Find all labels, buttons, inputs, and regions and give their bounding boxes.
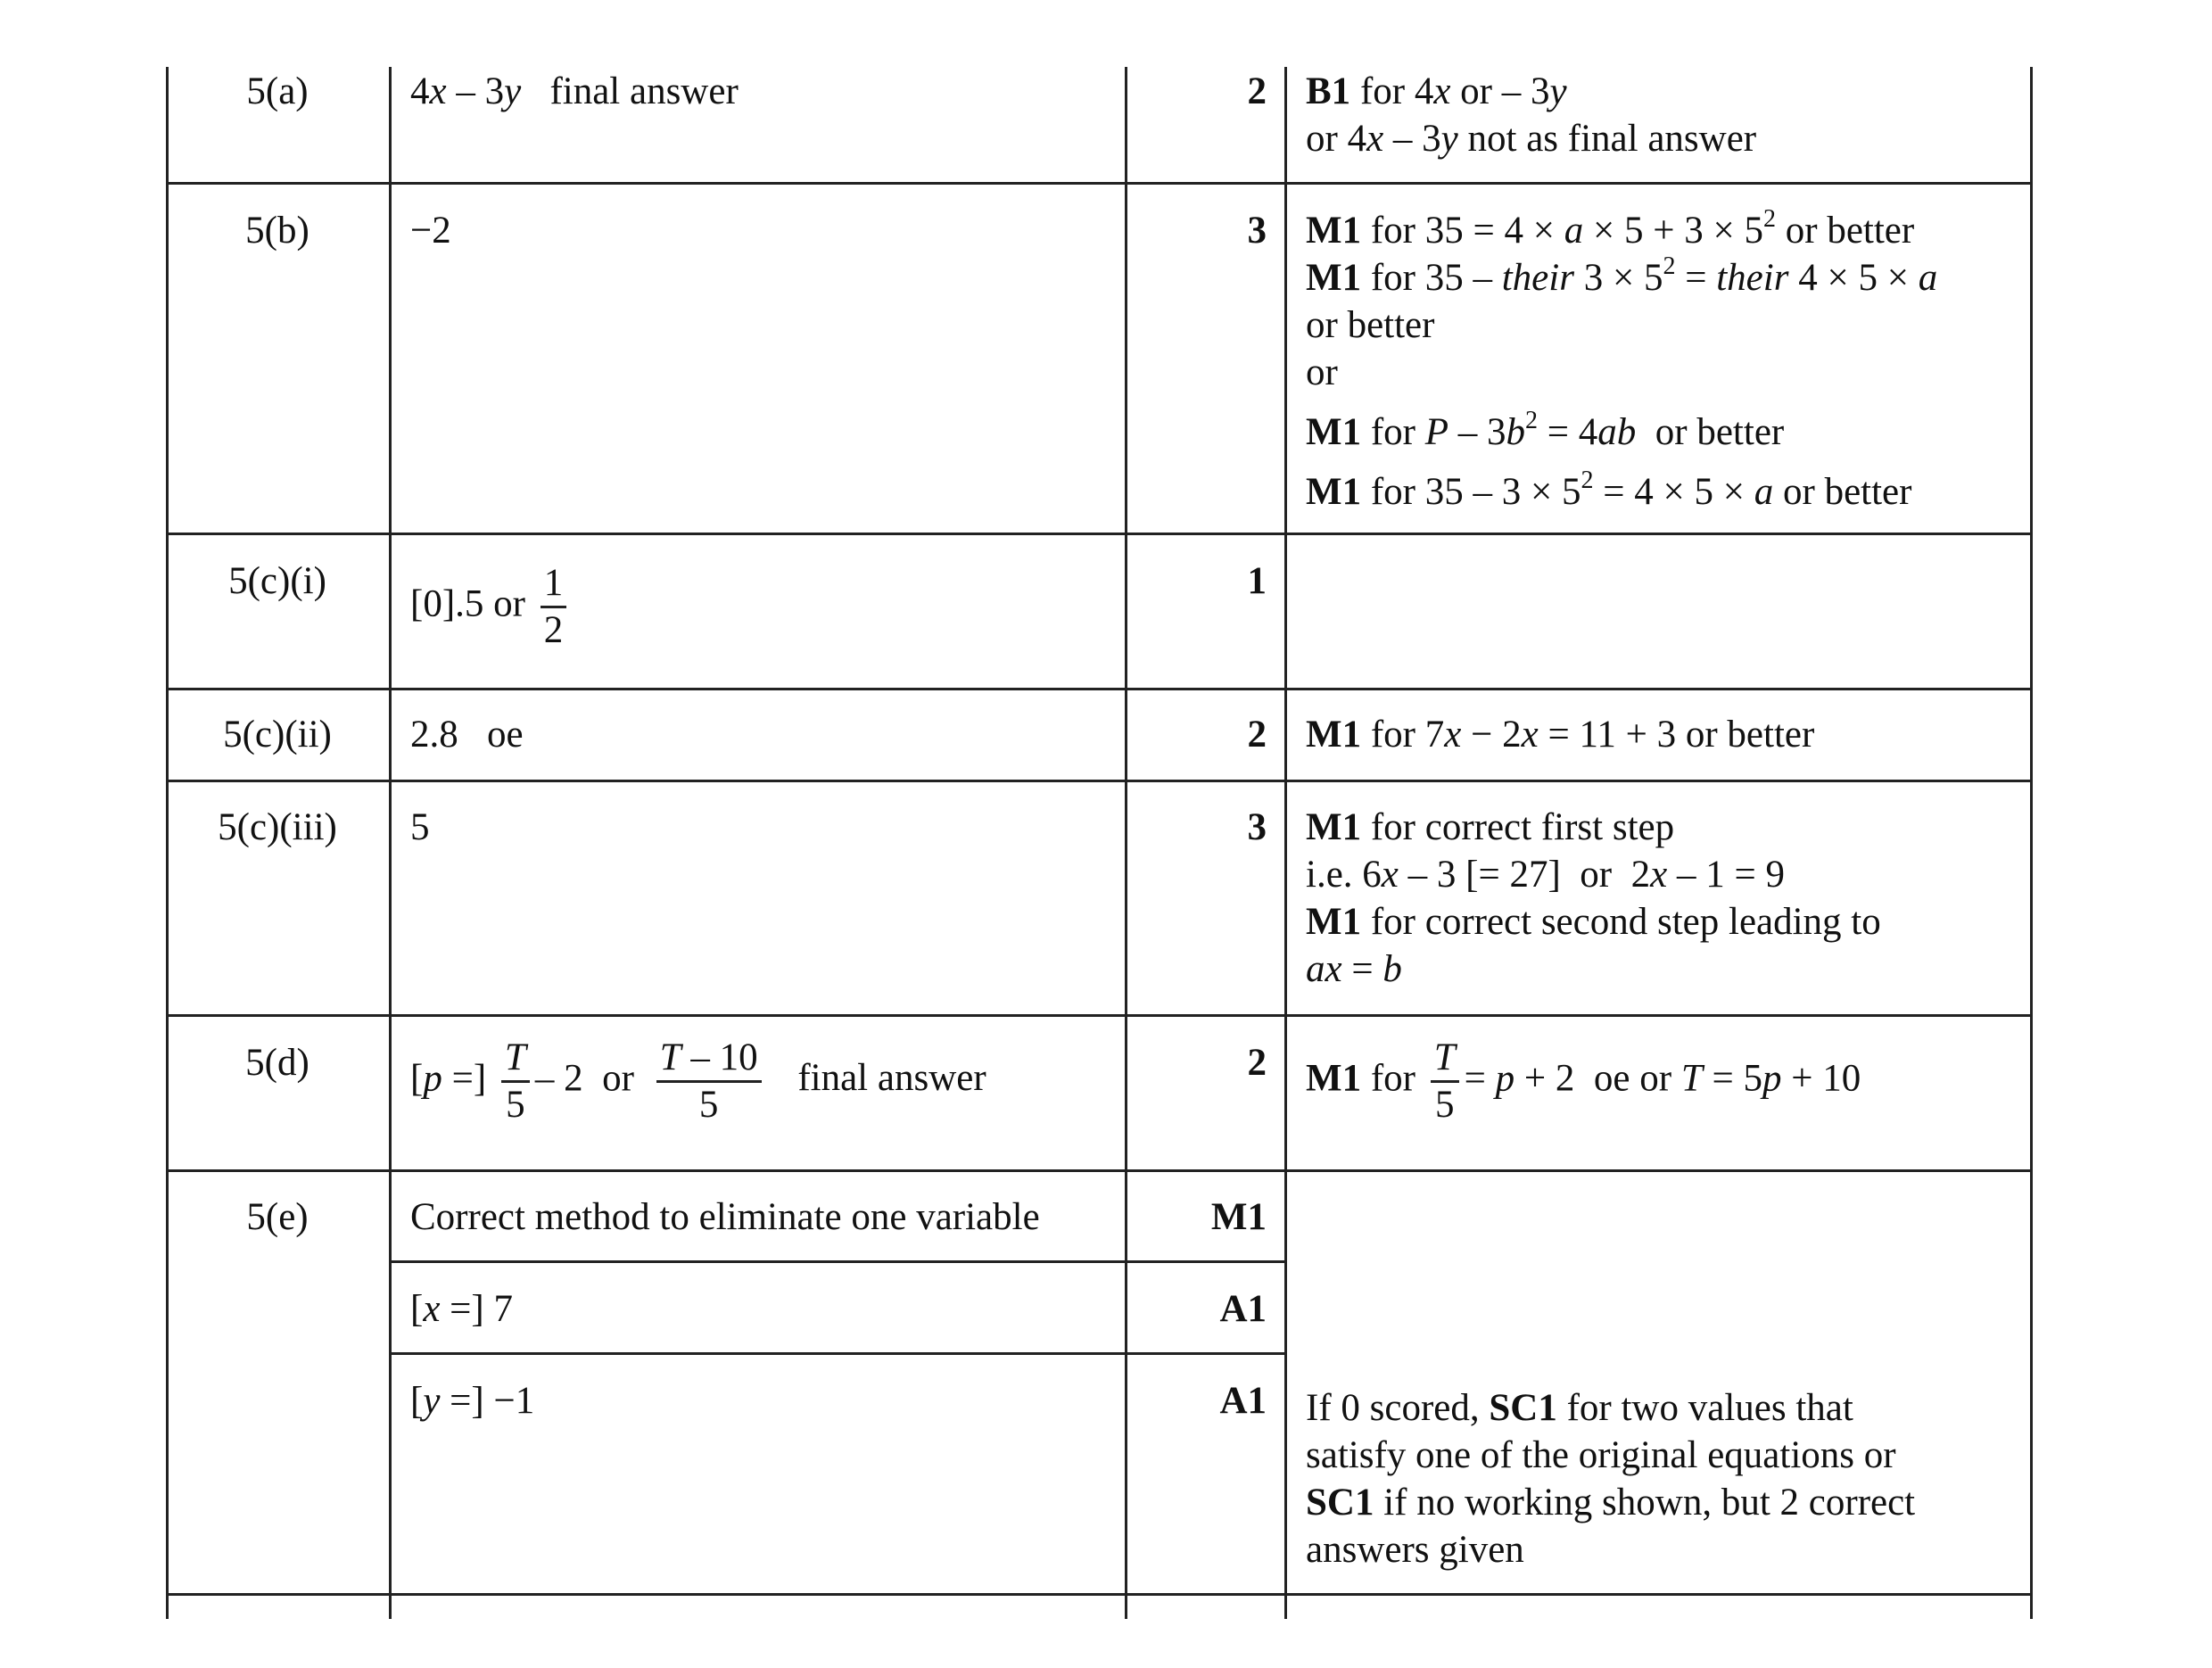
answer-cell: [y =] −1 bbox=[410, 1380, 535, 1422]
marks-cell: A1 bbox=[1219, 1380, 1267, 1422]
marks-cell: 3 bbox=[1247, 806, 1267, 848]
question-number: 5(d) bbox=[245, 1042, 310, 1084]
answer-cell: Correct method to eliminate one variable bbox=[410, 1196, 1040, 1238]
marks-cell: 2 bbox=[1247, 70, 1267, 112]
question-number: 5(c)(iii) bbox=[218, 806, 337, 848]
marks-cell: 1 bbox=[1247, 560, 1267, 602]
answer-cell: 5 bbox=[410, 806, 430, 848]
question-number: 5(a) bbox=[246, 70, 309, 112]
guidance-cell: M1 for 7x − 2x = 11 + 3 or better bbox=[1306, 714, 1815, 756]
answer-cell: −2 bbox=[410, 210, 451, 252]
answer-cell: 4x – 3y final answer bbox=[410, 70, 739, 112]
answer-cell: [p =] $\frac{T}{5}$ – 2 or $\frac{T - 10}{5}$ final answer bbox=[410, 1036, 986, 1126]
answer-cell: [x =] 7 bbox=[410, 1288, 513, 1330]
answer-cell: [0].5 or $\frac{1}{2}$ bbox=[410, 561, 1115, 653]
question-number: 5(c)(i) bbox=[228, 560, 326, 602]
answer-cell: 2.8 oe bbox=[410, 714, 524, 756]
grid-line bbox=[166, 1169, 2033, 1172]
grid-line bbox=[1284, 67, 1287, 1619]
grid-line bbox=[166, 533, 2033, 535]
marks-cell: M1 bbox=[1210, 1196, 1267, 1238]
guidance-cell: M1 for $35 = 4 \times a \times 5 + 3 \times 5^2$ or better M1 for 35 – their $3 \times 5^2$ = their 4 × 5 × a or better or M1 for $P - 3b^2 = 4ab$ or better M1 for $35 - 3 \times 5^2 = 4 \times 5 \times a$ or better bbox=[1306, 205, 1938, 513]
guidance-cell: B1 for 4x or – 3y or 4x – 3y not as final answer bbox=[1306, 70, 1757, 160]
marks-cell: 2 bbox=[1247, 1042, 1267, 1084]
guidance-cell: M1 for correct first step i.e. 6x – 3 [= 27] or 2x – 1 = 9 M1 for correct second step leading to ax = b bbox=[1306, 806, 1881, 990]
grid-line bbox=[166, 688, 2033, 690]
question-number: 5(c)(ii) bbox=[223, 714, 332, 756]
fraction: $\frac{T}{5}$ bbox=[1431, 1036, 1459, 1127]
grid-line bbox=[389, 1260, 1285, 1263]
fraction: $\frac{T - 10}{5}$ bbox=[656, 1036, 762, 1127]
marks-cell: 3 bbox=[1247, 210, 1267, 252]
grid-line bbox=[166, 182, 2033, 185]
marks-cell: 2 bbox=[1247, 714, 1267, 756]
question-number: 5(e) bbox=[246, 1196, 309, 1238]
guidance-cell: M1 for $\frac{T}{5}$ = p + 2 oe or T = 5p + 10 bbox=[1306, 1036, 1861, 1126]
fraction: $\frac{1}{2}$ bbox=[541, 561, 567, 653]
grid-line bbox=[166, 1014, 2033, 1017]
guidance-cell: If 0 scored, SC1 for two values that satisfy one of the original equations or SC1 if no working shown, but 2 correct answers given bbox=[1306, 1387, 1916, 1571]
grid-line bbox=[166, 780, 2033, 782]
grid-line bbox=[166, 1593, 2033, 1596]
grid-line bbox=[389, 1352, 1285, 1355]
question-number: 5(b) bbox=[245, 210, 310, 252]
fraction: $\frac{T}{5}$ bbox=[501, 1036, 530, 1127]
marks-cell: A1 bbox=[1219, 1288, 1267, 1330]
